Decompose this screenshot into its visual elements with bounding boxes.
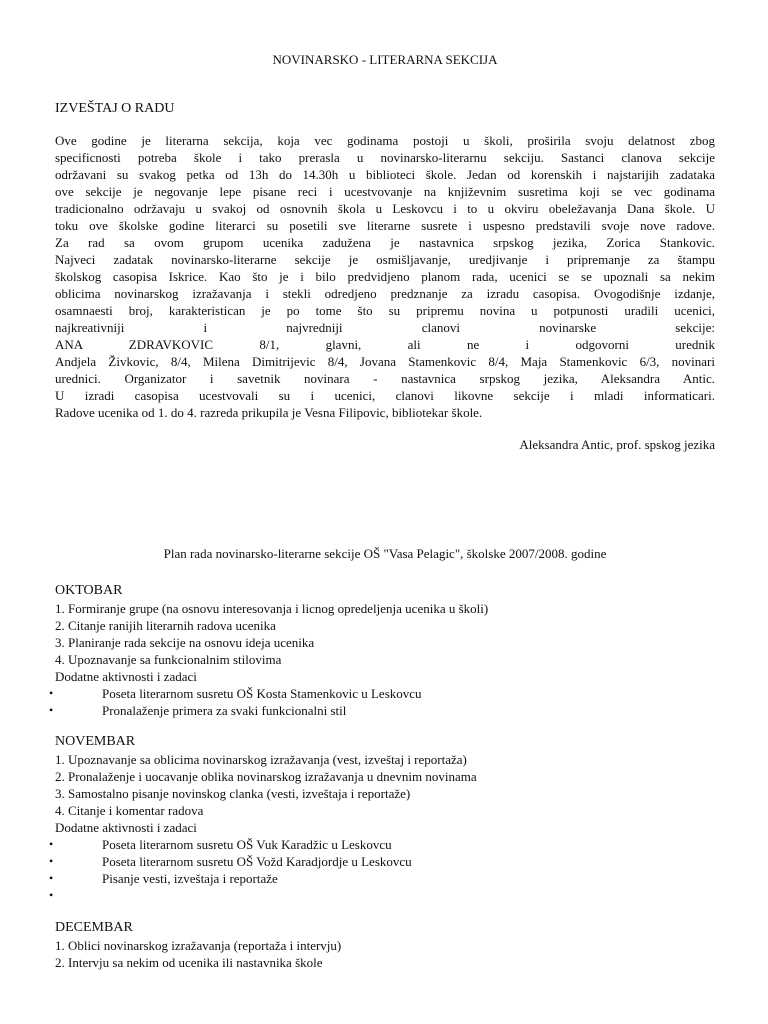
plan-item: 1. Upoznavanje sa oblicima novinarskog izražavanja (vest, izveštaj i reportaža) [55, 752, 467, 767]
report-line: Radove ucenika od 1. do 4. razreda prikupila je Vesna Filipovic, bibliotekar škole. [55, 405, 483, 420]
signature: Aleksandra Antic, prof. spskog jezika [519, 437, 715, 452]
report-line: Najveci zadatak novinarsko-literarne sekcije je osmišljavanje, uredjivanje i pripremanje za štampu [55, 252, 715, 267]
report-line: školskog casopisa Iskrice. Kao što je i bilo predvidjeno planom rada, ucenici se se upoznali sa nekim [55, 269, 715, 284]
bullet-text: Poseta literarnom susretu OŠ Vožd Karadjordje u Leskovcu [102, 854, 412, 869]
bullet-item [49, 685, 715, 702]
extra-activities-label: Dodatne aktivnosti i zadaci [55, 820, 197, 835]
bullet-text: Pronalaženje primera za svaki funkcionalni stil [102, 703, 347, 718]
bullet-item [49, 702, 715, 719]
plan-item: 3. Samostalno pisanje novinskog clanka (vesti, izveštaja i reportaže) [55, 786, 411, 801]
month-section-novembar [49, 733, 715, 904]
bullet-text: Poseta literarnom susretu OŠ Vuk Karadžic u Leskovcu [102, 837, 392, 852]
report-line: osamnaesti broj, karakteristican je po tome što su pripremu novina u potpunosti uradili ucenici, [55, 303, 715, 318]
report-line: specificnosti potreba škole i tako prerasla u novinarsko-literarnu sekciju. Sastanci clanova sekcije [55, 150, 715, 165]
bullet-icon: • [49, 686, 54, 700]
plan-item: 1. Formiranje grupe (na osnovu interesovanja i licnog opredeljenja ucenika u školi) [55, 601, 489, 616]
month-heading: NOVEMBAR [55, 734, 136, 749]
bullet-icon: • [49, 871, 54, 885]
month-heading: OKTOBAR [55, 583, 123, 598]
bullet-text: Pisanje vesti, izveštaja i reportaže [102, 871, 278, 886]
report-line: ANA ZDRAVKOVIC 8/1, glavni, ali ne i odgovorni urednik [55, 337, 715, 352]
month-section-decembar [55, 919, 715, 971]
bullet-icon: • [49, 888, 54, 902]
report-line: održavani su svakog petka od 13h do 14.30h u biblioteci škole. Jedan od korenskih i najstarijih zadataka [55, 167, 715, 182]
report-line: tradicionalno održavaju u svakoj od osnovnih škola u Leskovcu i to u okviru obeležavanja Dana škole. U [55, 201, 715, 216]
bullet-item [49, 887, 715, 904]
bullet-icon: • [49, 854, 54, 868]
bullet-item [49, 870, 715, 887]
bullet-list [49, 836, 715, 904]
month-section-oktobar [49, 582, 715, 719]
report-line: najkreativniji i najvredniji clanovi novinarske sekcije: [55, 320, 715, 335]
bullet-icon: • [49, 703, 54, 717]
report-line: oblicima novinarskog izražavanja i stekli odredjeno predznanje za izradu casopisa. Ovogodišnje izdanje, [55, 286, 715, 301]
bullet-text: Poseta literarnom susretu OŠ Kosta Stamenkovic u Leskovcu [102, 686, 422, 701]
document-title: NOVINARSKO - LITERARNA SEKCIJA [272, 52, 498, 67]
plan-item: 4. Citanje i komentar radova [55, 803, 204, 818]
plan-item: 4. Upoznavanje sa funkcionalnim stilovima [55, 652, 282, 667]
report-line: Ove godine je literarna sekcija, koja vec godinama postoji u školi, proširila svoju delatnost zbog [55, 133, 715, 148]
plan-item: 3. Planiranje rada sekcije na osnovu ideja ucenika [55, 635, 315, 650]
plan-item: 1. Oblici novinarskog izražavanja (reportaža i intervju) [55, 938, 342, 953]
plan-item: 2. Pronalaženje i uocavanje oblika novinarskog izražavanja u dnevnim novinama [55, 769, 477, 784]
report-heading: IZVEŠTAJ O RADU [55, 101, 175, 116]
plan-item: 2. Citanje ranijih literarnih radova ucenika [55, 618, 276, 633]
month-heading: DECEMBAR [55, 920, 133, 935]
bullet-item [49, 836, 715, 853]
report-line: toku ove školske godine literarci su posetili sve literarne susrete i uspesno predstavili svoje nove radove. [55, 218, 715, 233]
report-line: ove sekcije je negovanje lepe pisane reci i ucestvovanje na književnim susretima koji se vec godinama [55, 184, 715, 199]
report-line: urednici. Organizator i savetnik novinara - nastavnica srpskog jezika, Aleksandra Antic. [55, 371, 715, 386]
extra-activities-label: Dodatne aktivnosti i zadaci [55, 669, 197, 684]
plan-item: 2. Intervju sa nekim od ucenika ili nastavnika škole [55, 955, 323, 970]
bullet-item [49, 853, 715, 870]
report-line: Andjela Živkovic, 8/4, Milena Dimitrijevic 8/4, Jovana Stamenkovic 8/4, Maja Stamenkovic 6/3, novinari [55, 354, 715, 369]
report-line: U izradi casopisa ucestvovali su i ucenici, clanovi likovne sekcije i mladi informaticari. [55, 388, 715, 403]
report-body [55, 132, 715, 421]
plan-title: Plan rada novinarsko-literarne sekcije OŠ "Vasa Pelagic", školske 2007/2008. godine [163, 546, 607, 561]
bullet-icon: • [49, 837, 54, 851]
report-line: Za rad sa ovom grupom ucenika zadužena je nastavnica srpskog jezika, Zorica Stankovic. [55, 235, 715, 250]
bullet-list [49, 685, 715, 719]
